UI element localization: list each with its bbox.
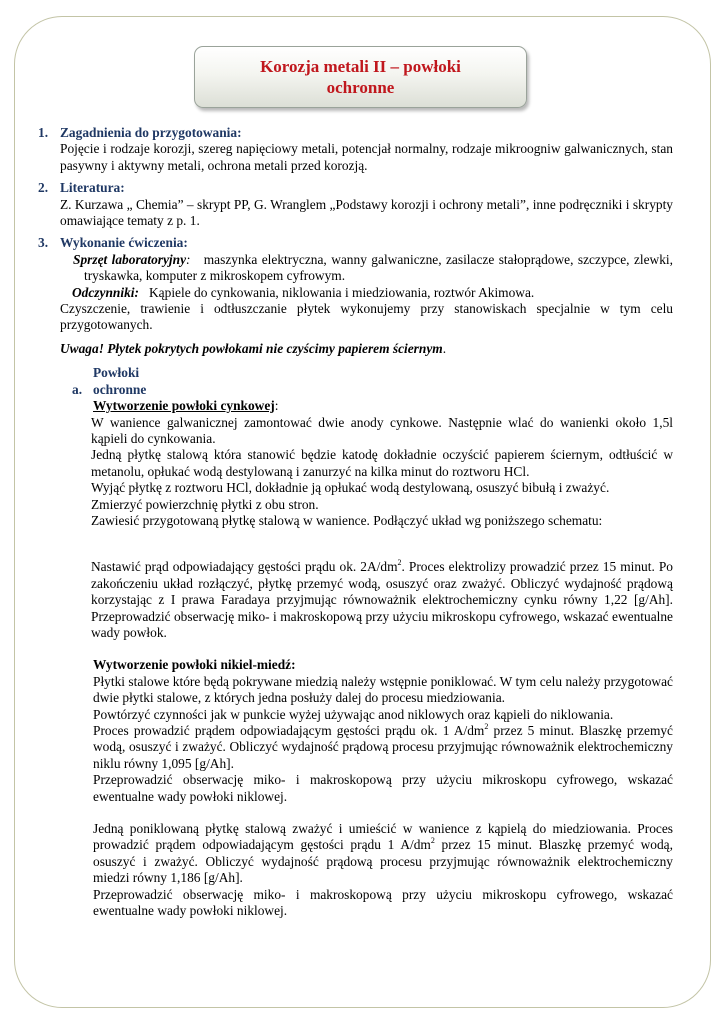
title-line-2: ochronne <box>326 78 395 97</box>
title-box <box>194 46 527 108</box>
reagents-line: Odczynniki: Kąpiele do cynkowania, niklowania i miedziowania, roztwór Akimowa. <box>72 284 535 300</box>
section-2-heading: 2. Literatura: <box>38 180 125 196</box>
nickel-p2: Powtórzyć czynności jak w punkcie wyżej używając anod niklowych oraz kąpieli do niklowania. <box>93 706 614 722</box>
section-2 <box>38 180 673 229</box>
zinc-p5: Zawiesić przygotowaną płytkę stalową w wanience. Podłączyć układ wg poniższego schematu: <box>91 512 603 528</box>
title-line-1: Korozja metali II – powłoki <box>260 57 461 76</box>
subsection-a-heading: a.Powłoki ochronne <box>72 365 147 397</box>
copper-p1: Jedną poniklowaną płytkę stalową zważyć i umieścić w wanience z kąpielą do miedziowania. Proces prowadzić prądem odpowiadającym gęstości prądu 1 $A/dm^2$ przez 15 minut. Blaszkę przemyć wodą, osuszyć i zważyć. Obliczyć wydajność prądową procesu przyjmując równoważnik elektrochemiczny miedzi równy 1,186 [g/Ah]. <box>93 821 673 886</box>
zinc-p4: Zmierzyć powierzchnię płytki z obu stron. <box>91 496 319 512</box>
nickel-title: Wytworzenie powłoki nikiel-miedź: <box>93 657 296 673</box>
section-3 <box>38 235 673 357</box>
equipment-line: Sprzęt laboratoryjny: maszynka elektryczna, wanny galwaniczne, zasilacze stałoprądowe, szczypce, zlewki, tryskawka, komputer z mikroskopem cyfrowym. <box>73 251 673 284</box>
section-1-heading: 1. Zagadnienia do przygotowania: <box>38 125 242 140</box>
document-content <box>38 125 673 919</box>
subsection-a <box>38 365 673 919</box>
zinc-p1: W wanience galwanicznej zamontować dwie anody cynkowe. Następnie wlać do wanienki około 1,5l kąpieli do cynkowania. <box>91 414 673 446</box>
zinc-p6: Nastawić prąd odpowiadający gęstości prądu ok. $2A/dm^2$. Proces elektrolizy prowadzić przez 15 minut. Po zakończeniu układ rozłączyć, płytkę przemyć wodą, osuszyć oraz zważyć. Obliczyć wydajność prądową korzystając z I prawa Faradaya przyjmując równoważnik elektrochemiczny cynku równy 1,22 [g/Ah]. Przeprowadzić obserwację miko- i makroskopową przy użyciu mikroskopu cyfrowego, wskazać ewentualne wady powłok. <box>91 558 673 640</box>
copper-p2: Przeprowadzić obserwację miko- i makroskopową przy użyciu mikroskopu cyfrowego, wskazać ewentualne wady powłoki niklowej. <box>93 886 673 919</box>
warning-text: Uwaga! Płytek pokrytych powłokami nie czyścimy papierem ściernym. <box>60 340 447 356</box>
nickel-p4: Przeprowadzić obserwację miko- i makroskopową przy użyciu mikroskopu cyfrowego, wskazać ewentualne wady powłoki niklowej. <box>93 772 673 804</box>
zinc-procedure <box>70 415 673 642</box>
cleaning-text: Czyszczenie, trawienie i odtłuszczanie płytek wykonujemy przy stanowiskach specjalnie w tym celu przygotowanych. <box>60 301 673 333</box>
nickel-p1: Płytki stalowe które będą pokrywane miedzią należy wstępnie poniklować. W tym celu należy przygotować dwie płytki stalowe, z których jedna posłuży dalej do procesu miedziowania. <box>93 673 673 706</box>
zinc-title: Wytworzenie powłoki cynkowej: <box>93 398 279 414</box>
zinc-p2: Jedną płytkę stalową która stanowić będzie katodę dokładnie oczyścić papierem ściernym, odtłuścić w metanolu, opłukać wodą destylowaną i zanurzyć na kilka minut do roztworu HCl. <box>91 447 673 479</box>
section-1-text: Pojęcie i rodzaje korozji, szereg napięciowy metali, potencjał normalny, rodzaje mikroogniw galwanicznych, stan pasywny i aktywny metali, ochrona metali przed korozją. <box>60 141 673 173</box>
zinc-p3: Wyjąć płytkę z roztworu HCl, dokładnie ją opłukać wodą destylowaną, osuszyć bibułą i zważyć. <box>91 480 610 496</box>
nickel-p3: Proces prowadzić prądem odpowiadającym gęstości prądu ok. 1 $A/dm^2$ przez 5 minut. Blaszkę przemyć wodą, osuszyć i zważyć. Obliczyć wydajność prądową procesu przyjmując równoważnik elektrochemiczny niklu równy 1,095 [g/Ah]. <box>93 722 673 771</box>
section-1 <box>38 125 673 174</box>
nickel-procedure <box>72 657 673 919</box>
section-2-text: Z. Kurzawa „ Chemia” – skrypt PP, G. Wranglem „Podstawy korozji i ochrony metali”, inne podręczniki i skrypty omawiające tematy z p. 1. <box>60 196 673 229</box>
section-3-heading: 3. Wykonanie ćwiczenia: <box>38 235 188 251</box>
